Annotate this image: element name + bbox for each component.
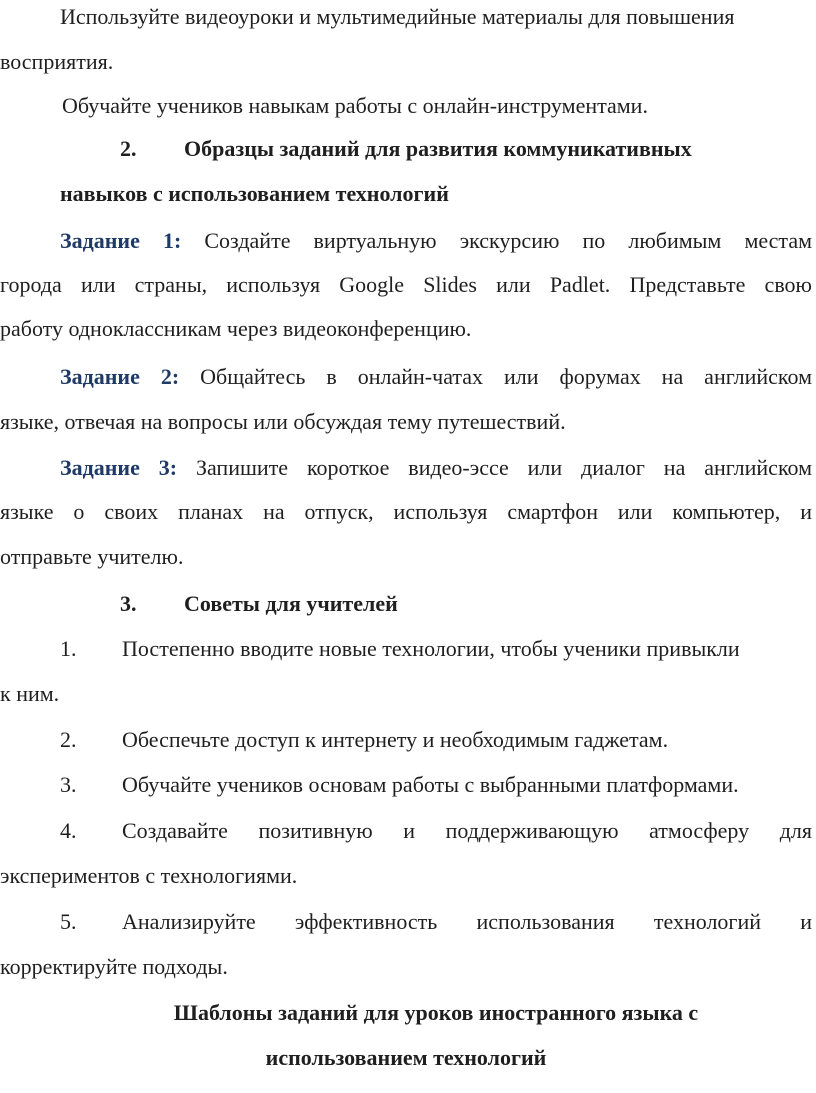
section-2-title-line-2: навыков с использованием технологий <box>60 181 449 206</box>
intro-line-1: Используйте видеоуроки и мультимедийные материалы для повышения <box>60 4 735 29</box>
tip-2-text: Обеспечьте доступ к интернету и необходимым гаджетам. <box>122 727 669 752</box>
intro-line-1-cont: восприятия. <box>0 49 114 74</box>
task-2-line-1 <box>60 362 812 392</box>
task-3-line-3: отправьте учителю. <box>0 544 184 569</box>
tip-4-text: Создавайте позитивную и поддерживающую атмосферу для <box>122 818 812 843</box>
task-2-text: Общайтесь в онлайн-чатах или форумах на английском <box>200 364 812 389</box>
task-3-line-1 <box>60 453 812 483</box>
tip-1-line-1 <box>60 634 812 664</box>
section-3-number: 3. <box>120 591 137 616</box>
tip-5-line-1 <box>60 907 812 937</box>
tip-4-line-2: экспериментов с технологиями. <box>0 863 298 888</box>
task-2-line-2: языке, отвечая на вопросы или обсуждая тему путешествий. <box>0 409 566 434</box>
task-3-line-2: языке о своих планах на отпуск, используя смартфон или компьютер, и <box>0 499 812 524</box>
task-3-label: Задание 3: <box>60 455 178 480</box>
tip-4-line-1 <box>60 816 812 846</box>
task-1-line-3: работу одноклассникам через видеоконференцию. <box>0 316 472 341</box>
templates-heading-line-1: Шаблоны заданий для уроков иностранного языка с <box>173 1000 699 1025</box>
tip-5-text: Анализируйте эффективность использования технологий и <box>122 909 812 934</box>
tip-3-line-1 <box>60 770 816 800</box>
task-2-label: Задание 2: <box>60 364 180 389</box>
task-3-text: Запишите короткое видео-эссе или диалог на английском <box>195 455 813 480</box>
templates-heading-line-2: использованием технологий <box>265 1045 547 1070</box>
task-1-line-2: города или страны, используя Google Slides или Padlet. Представьте свою <box>0 272 812 297</box>
tip-3-number: 3. <box>60 772 77 797</box>
task-1-text: Создайте виртуальную экскурсию по любимым местам <box>204 228 813 253</box>
section-3-title: Советы для учителей <box>184 591 398 616</box>
task-1-label: Задание 1: <box>60 228 182 253</box>
tip-5-number: 5. <box>60 909 77 934</box>
section-2-number: 2. <box>120 136 137 161</box>
tip-1-text: Постепенно вводите новые технологии, чтобы ученики привыкли <box>122 636 740 661</box>
tip-1-line-2: к ним. <box>0 681 60 706</box>
tip-4-number: 4. <box>60 818 77 843</box>
tip-1-number: 1. <box>60 636 77 661</box>
section-2-title-line-1: Образцы заданий для развития коммуникативных <box>184 136 692 161</box>
tip-5-line-2: корректируйте подходы. <box>0 954 228 979</box>
tip-2-number: 2. <box>60 727 77 752</box>
intro-line-2: Обучайте учеников навыкам работы с онлайн-инструментами. <box>62 93 648 118</box>
tip-2-line-1 <box>60 725 816 755</box>
tip-3-text: Обучайте учеников основам работы с выбранными платформами. <box>122 772 739 797</box>
task-1-line-1 <box>60 226 812 256</box>
